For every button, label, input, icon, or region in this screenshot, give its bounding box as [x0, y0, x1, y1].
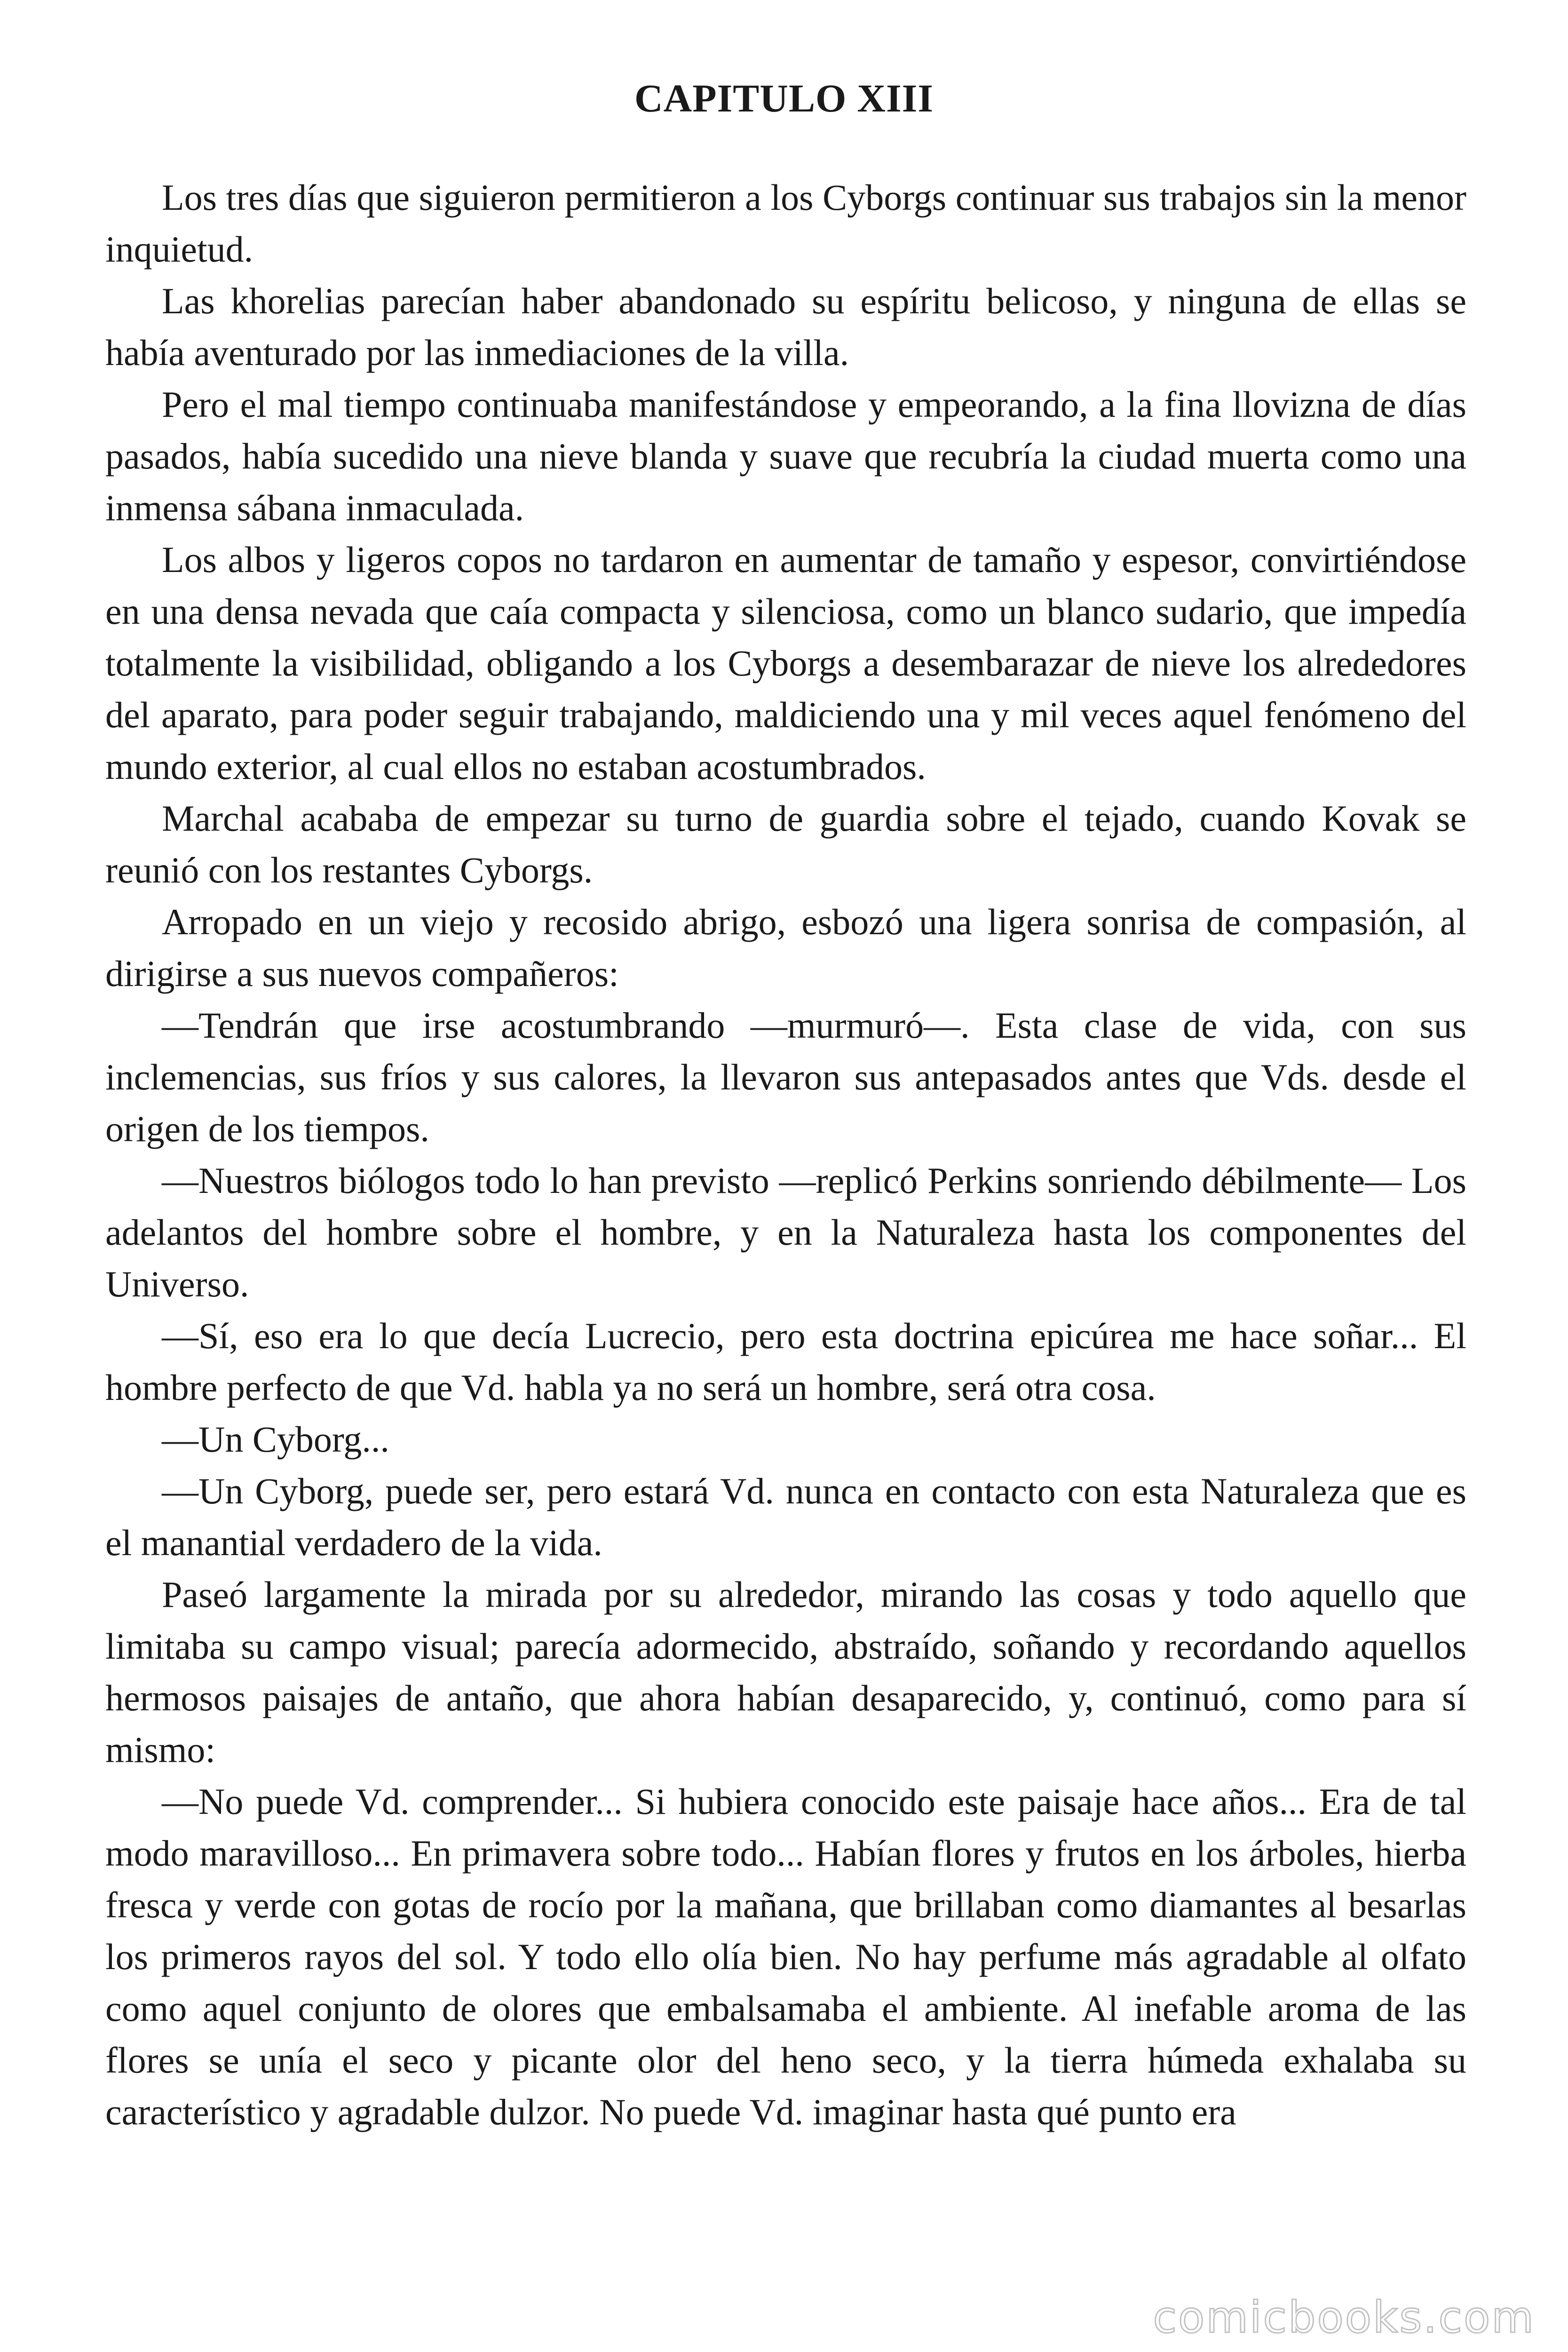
- paragraph: Marchal acababa de empezar su turno de guardia sobre el tejado, cuando Kovak se reunió con los restantes Cyborgs.: [105, 798, 1466, 890]
- paragraph: Los albos y ligeros copos no tardaron en aumentar de tamaño y espesor, convirtiéndose en una densa nevada que caía compacta y silenciosa, como un blanco sudario, que impedía totalmente la visibilidad, obligando a los Cyborgs a desembarazar de nieve los alrededores del aparato, para poder seguir trabajando, maldiciendo una y mil veces aquel fenómeno del mundo exterior, al cual ellos no estaban acostumbrados.: [105, 539, 1466, 787]
- paragraph: Pero el mal tiempo continuaba manifestándose y empeorando, a la fina llovizna de días pasados, había sucedido una nieve blanda y suave que recubría la ciudad muerta como una inmensa sábana inmaculada.: [105, 384, 1466, 528]
- paragraph: —Un Cyborg...: [162, 1419, 389, 1460]
- watermark-logo: comicbooks.com: [1153, 2292, 1535, 2343]
- paragraph: Arropado en un viejo y recosido abrigo, esbozó una ligera sonrisa de compasión, al dirigirse a sus nuevos compañeros:: [105, 901, 1466, 994]
- body-text: [105, 172, 1466, 2138]
- paragraph: —Un Cyborg, puede ser, pero estará Vd. nunca en contacto con esta Naturaleza que es el manantial verdadero de la vida.: [105, 1470, 1466, 1563]
- paragraph: —Nuestros biólogos todo lo han previsto —replicó Perkins sonriendo débilmente— Los adelantos del hombre sobre el hombre, y en la Naturaleza hasta los componentes del Universo.: [105, 1160, 1466, 1304]
- paragraph: Las khorelias parecían haber abandonado su espíritu belicoso, y ninguna de ellas se había aventurado por las inmediaciones de la villa.: [105, 280, 1466, 373]
- paragraph: —No puede Vd. comprender... Si hubiera conocido este paisaje hace años... Era de tal modo maravilloso... En primavera sobre todo... Habían flores y frutos en los árboles, hierba fresca y verde con gotas de rocío por la mañana, que brillaban como diamantes al besarlas los primeros rayos del sol. Y todo ello olía bien. No hay perfume más agradable al olfato como aquel conjunto de olores que embalsamaba el ambiente. Al inefable aroma de las flores se unía el seco y picante olor del heno seco, y la tierra húmeda exhalaba su característico y agradable dulzor. No puede Vd. imaginar hasta qué punto era: [105, 1781, 1466, 2132]
- paragraph: Paseó largamente la mirada por su alrededor, mirando las cosas y todo aquello que limitaba su campo visual; parecía adormecido, abstraído, soñando y recordando aquellos hermosos paisajes de antaño, que ahora habían desaparecido, y, continuó, como para sí mismo:: [105, 1574, 1466, 1770]
- chapter-title: CAPITULO XIII: [634, 77, 934, 120]
- paragraph: —Sí, eso era lo que decía Lucrecio, pero esta doctrina epicúrea me hace soñar... El hombre perfecto de que Vd. habla ya no será un hombre, será otra cosa.: [105, 1315, 1466, 1408]
- paragraph: Los tres días que siguieron permitieron a los Cyborgs continuar sus trabajos sin la menor inquietud.: [105, 177, 1466, 270]
- paragraph: —Tendrán que irse acostumbrando —murmuró—. Esta clase de vida, con sus inclemencias, sus fríos y sus calores, la llevaron sus antepasados antes que Vds. desde el origen de los tiempos.: [105, 1005, 1466, 1149]
